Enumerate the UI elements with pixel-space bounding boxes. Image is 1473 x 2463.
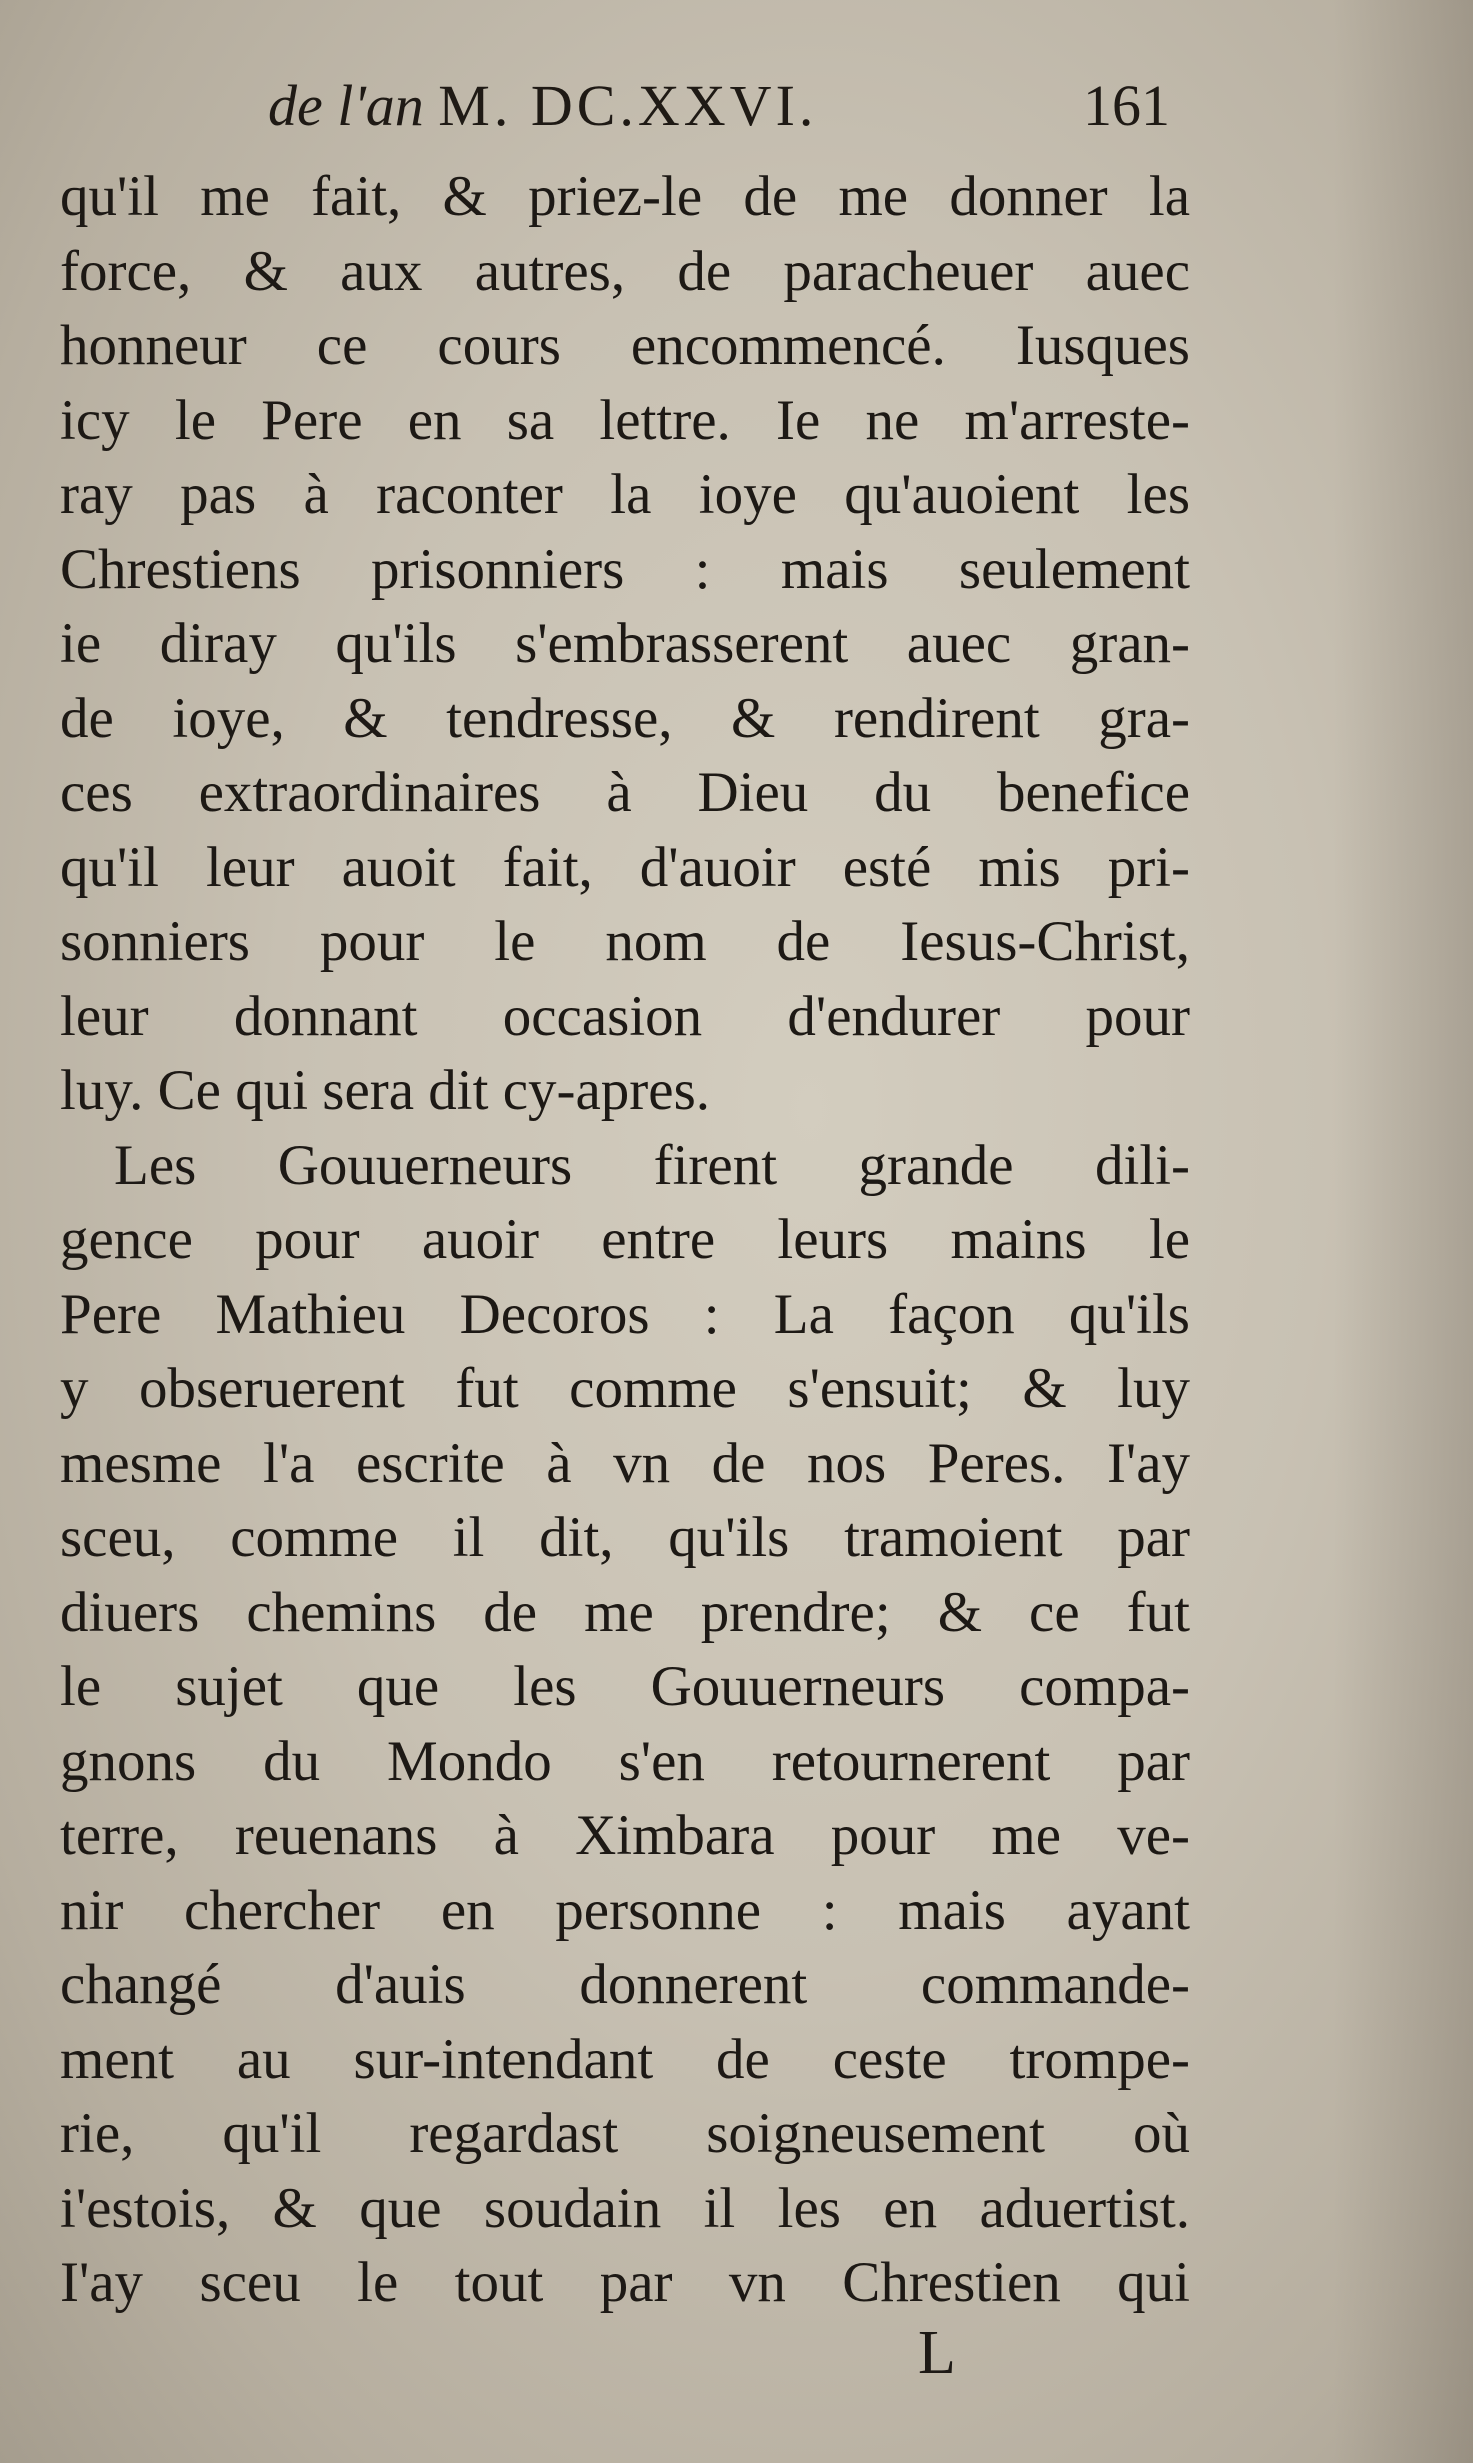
running-title-caps: M. DC.XXVI. [438,73,818,138]
text-line: force, & aux autres, de paracheuer auec [60,239,1190,303]
text-line: ray pas à raconter la ioye qu'auoient les [60,463,1190,526]
text-line: i'estois, & que soudain il les en aduertist. [60,2176,1190,2240]
text-line: y obseruerent fut comme s'ensuit; & luy [60,1357,1190,1420]
text-line: icy le Pere en sa lettre. Ie ne m'arreste- [60,388,1190,452]
page-number: 161 [1083,73,1170,138]
text-line: ment au sur-intendant de ceste trompe- [60,2027,1190,2091]
text-line: gence pour auoir entre leurs mains le [60,1208,1190,1271]
text-line: gnons du Mondo s'en retournerent par [60,1729,1190,1793]
text-line: terre, reuenans à Ximbara pour me ve- [60,1804,1190,1867]
signature-mark: L [918,2319,956,2387]
paragraph-end-line: luy. Ce qui sera dit cy-apres. [60,1059,711,1122]
text-line: changé d'auis donnerent commande- [60,1953,1190,2016]
text-line: sonniers pour le nom de Iesus-Christ, [60,910,1190,973]
body-text [60,160,1190,2321]
paragraph-start-line: Les Gouuerneurs firent grande dili- [114,1133,1190,1197]
text-line: sceu, comme il dit, qu'ils tramoient par [60,1506,1190,1569]
text-line: leur donnant occasion d'endurer pour [60,984,1190,1048]
text-line: diuers chemins de me prendre; & ce fut [60,1580,1190,1644]
page-header [0,72,1473,162]
text-line: qu'il leur auoit fait, d'auoir esté mis pri- [60,835,1190,899]
text-line: de ioye, & tendresse, & rendirent gra- [60,686,1190,750]
text-line: qu'il me fait, & priez-le de me donner la [60,165,1190,228]
text-line: Chrestiens prisonniers : mais seulement [60,537,1190,601]
text-line: rie, qu'il regardast soigneusement où [60,2102,1190,2165]
text-line: I'ay sceu le tout par vn Chrestien qui [60,2251,1190,2314]
running-title [268,72,817,139]
text-line: le sujet que les Gouuerneurs compa- [60,1655,1190,1718]
text-line: mesme l'a escrite à vn de nos Peres. I'ay [60,1431,1190,1495]
text-line: nir chercher en personne : mais ayant [60,1878,1190,1942]
text-line: honneur ce cours encommencé. Iusques [60,314,1190,377]
running-title-italic: de l'an [268,73,424,138]
text-line: ie diray qu'ils s'embrasserent auec gran- [60,612,1190,675]
text-line: Pere Mathieu Decoros : La façon qu'ils [60,1282,1190,1346]
text-line: ces extraordinaires à Dieu du benefice [60,761,1190,824]
